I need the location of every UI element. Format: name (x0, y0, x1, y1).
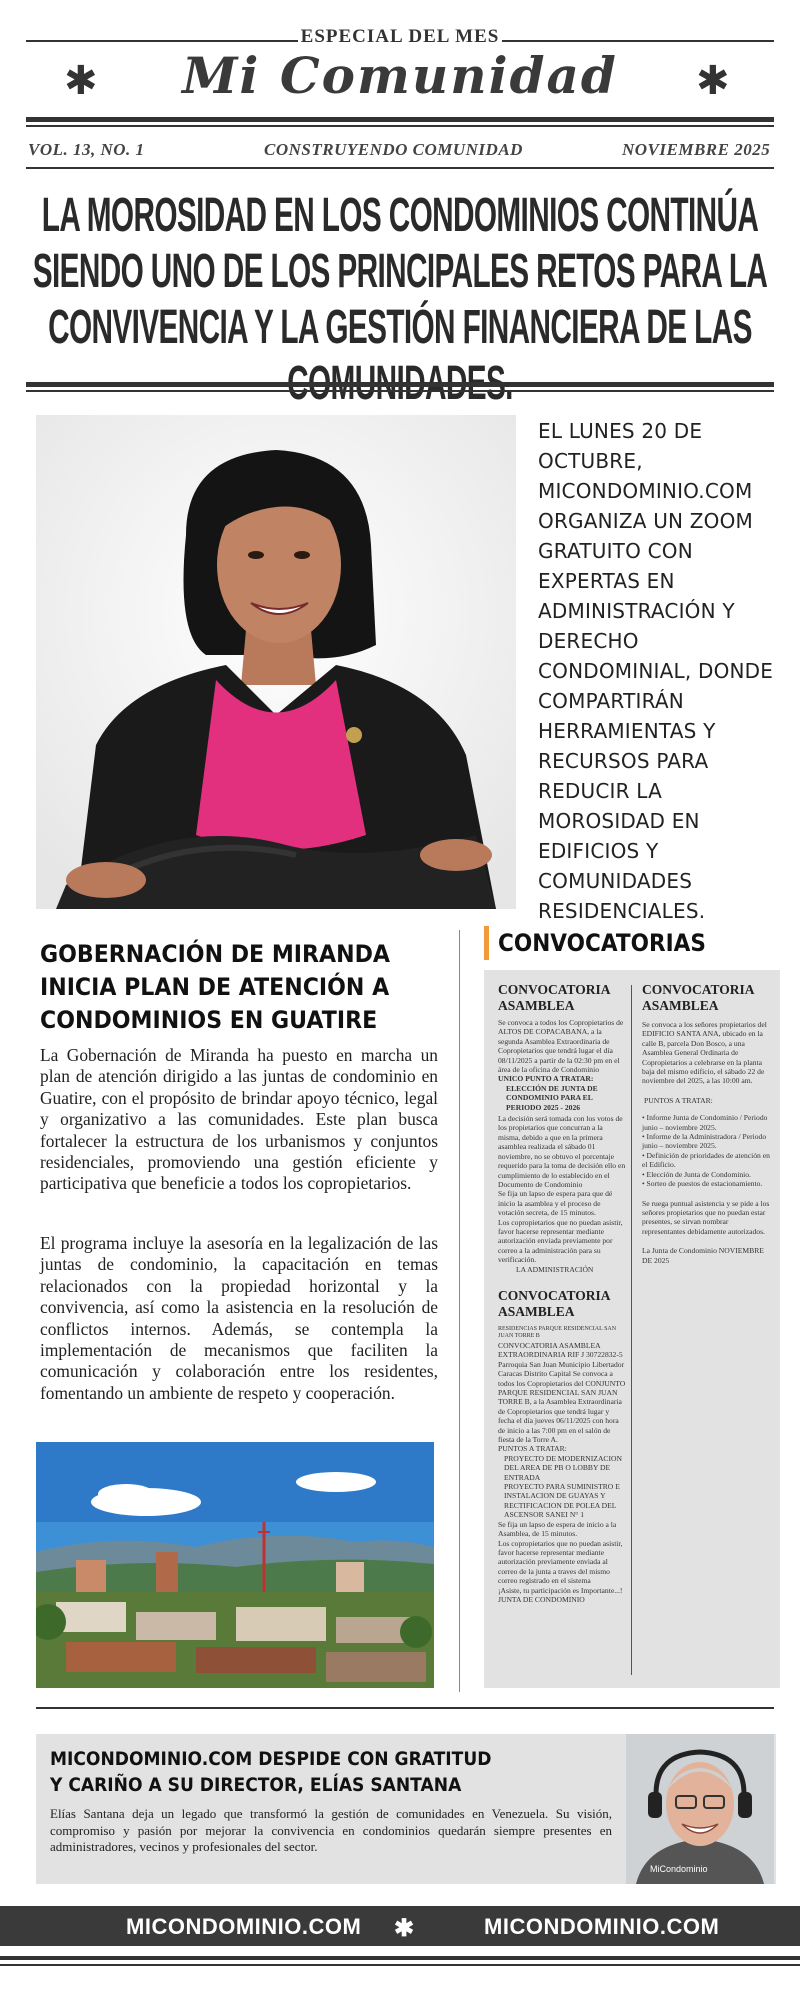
convocatoria-3-point-a: PROYECTO DE MODERNIZACION DEL AREA DE PB O LOBBY DE ENTRADA (504, 1453, 622, 1482)
convocatoria-1-text-2: La decisión será tomada con los votos de los propietarios que concurran a la misma, debido a que en la primera asamblea realizada el sábado 01 noviembre, no se obtuvo el porcentaje requerido para la toma de decisión ello en cumplimiento de lo establecido en el Documento de Condominio (498, 1114, 626, 1189)
headline-rule-bottom (26, 390, 774, 392)
column-divider (459, 930, 460, 1692)
convocatoria-1-text: Se convoca a todos los Copropietarios de ALTOS DE COPACABANA, a la segunda Asamblea Extraordinaria de Copropietarios que tendrá lugar el día 08/11/2025 a partir de la 02:30 pm en el área de la oficina de Condominio (498, 1018, 624, 1075)
convocatoria-3-text: CONVOCATORIA ASAMBLEA EXTRAORDINARIA RIF J 30722832-5 Parroquia San Juan Municipio Libertador Caracas Distrito Capital Se convoca a todos los Copropietarios del CONJUNTO PARQUE RESIDENCIAL SAN JUAN TORRE B, a la Asamblea Extraordinaria de Copropietarios que tendrá lugar y fecha el día jueves 06/11/2025 con hora de inicio a las 7:00 pm en el salón de fiesta de la Torre A. (498, 1340, 626, 1445)
convocatoria-3-title: CONVOCATORIA ASAMBLEA (498, 1287, 610, 1319)
convocatoria-1-title: CONVOCATORIA ASAMBLEA (498, 982, 610, 1013)
convocatorias-inner-divider (631, 985, 632, 1675)
convocatoria-2-points-list (642, 1113, 772, 1188)
farewell-rule (36, 1707, 774, 1709)
footer-star-icon: ✱ (394, 1915, 415, 1942)
headline-text: LA MOROSIDAD EN LOS CONDOMINIOS CONTINÚA SIENDO UNO DE LOS PRINCIPALES RETOS PARA LA CONVIVENCIA Y LA GESTIÓN FINANCIERA DE LAS (32, 189, 768, 354)
masthead-title: Mi Comunidad (182, 46, 618, 105)
headline-rule-top (26, 382, 774, 387)
director-illustration (626, 1734, 774, 1884)
issue-date: NOVIEMBRE 2025 (622, 140, 771, 159)
farewell-title-line-1: MICONDOMINIO.COM DESPIDE CON GRATITUD (50, 1748, 492, 1770)
masthead-star-right-icon: ✱ (696, 58, 730, 104)
portrait-photo (36, 415, 516, 909)
masthead-star-left-icon: ✱ (64, 58, 98, 104)
farewell-text: Elías Santana deja un legado que transformó la gestión de comunidades en Venezuela. Su visión, compromiso y pasión por mejorar la convivencia en condominios quedarán siempre presentes en administradores, vecinos y profesionales del sector. (50, 1806, 612, 1854)
tagline: CONSTRUYENDO COMUNIDAD (264, 140, 523, 159)
convocatoria-2-text-2: Se ruega puntual asistencia y se pide a los señores propietarios que no puedan estar presentes, se sirvan nombrar representantes debidamente autorizados. (642, 1198, 770, 1236)
footer-link-left[interactable]: MICONDOMINIO.COM (126, 1914, 362, 1939)
convocatoria-2-sign: La Junta de Condominio NOVIEMBRE DE 2025 (642, 1246, 764, 1265)
article-title: GOBERNACIÓN DE MIRANDA INICIA PLAN DE ATENCIÓN A CONDOMINIOS EN GUATIRE (40, 940, 391, 1034)
masthead-kicker: ESPECIAL DEL MES (300, 26, 500, 47)
farewell-photo-caption: MiCondominio (650, 1864, 708, 1874)
intro-paragraph: EL LUNES 20 DE OCTUBRE, MICONDOMINIO.COM ORGANIZA UN ZOOM GRATUITO CON EXPERTAS EN ADMINISTRACIÓN Y DERECHO CONDOMINIAL, DONDE COMPARTIRÁN HERRAMIENTAS Y RECURSOS PARA REDUCIR LA MOROSIDAD EN EDIFICIOS Y COMUNIDADES RESIDENCIALES. (538, 419, 774, 923)
convocatorias-title: CONVOCATORIAS (498, 929, 706, 957)
convocatoria-3-header: RESIDENCIAS PARQUE RESIDENCIAL SAN JUAN TORRE B (498, 1325, 617, 1340)
article-paragraph-2: El programa incluye la asesoría en la legalización de las juntas de condominio, la capacitación en temas relacionados con la propiedad horizontal y la convivencia, así como la asistencia en la resolución de conflictos internos. Además, se contempla la implementación de mecanismos que faciliten la comunicación y colaboración entre los residentes, fomentando un ambiente de respeto y cooperación. (40, 1233, 438, 1403)
headline (32, 188, 768, 412)
convocatoria-2-point: • Definición de prioridades de atención en el Edificio. (642, 1150, 770, 1170)
convocatoria-1-text-3: Se fija un lapso de espera para que dé inicio la asamblea y el proceso de votación secreta, de 15 minutos. (498, 1189, 613, 1218)
convocatoria-3-point-b: PROYECTO PARA SUMINISTRO E INSTALACION DE GUAYAS Y RECTIFICACION DE POLEA DEL ASCENSOR SANEI N° 1 (504, 1482, 620, 1520)
volume-label: VOL. 13, NO. 1 (28, 140, 145, 159)
footer-rule-2 (0, 1964, 800, 1966)
footer-rule-1 (0, 1956, 800, 1960)
city-illustration (36, 1442, 434, 1688)
meta-rule (26, 167, 774, 169)
convocatoria-2-title: CONVOCATORIA ASAMBLEA (642, 982, 754, 1013)
convocatoria-3-text-4: ¡Asiste, tu participación es Importante...! (498, 1585, 623, 1595)
convocatoria-1-point: ELECCIÓN DE JUNTA DE CONDOMINIO PARA EL PERIODO 2025 - 2026 (506, 1083, 598, 1112)
masthead-double-rule-bottom (26, 125, 774, 127)
portrait-illustration (36, 415, 516, 909)
footer-link-right[interactable]: MICONDOMINIO.COM (484, 1914, 720, 1939)
farewell-title-line-2: Y CARIÑO A SU DIRECTOR, ELÍAS SANTANA (50, 1774, 462, 1796)
convocatoria-2-points-label: PUNTOS A TRATAR: (644, 1095, 713, 1105)
farewell-photo (626, 1734, 774, 1884)
convocatoria-3-text-2: Se fija un lapso de espera de inicio a la Asamblea, de 15 minutos. (498, 1519, 617, 1539)
article-paragraph-1: La Gobernación de Miranda ha puesto en marcha un plan de atención dirigido a las juntas de condominio en Guatire, con el propósito de brindar apoyo técnico, legal y organizativo a las comunidades. Este plan busca fortalecer la estructura de los urbanismos y conjuntos residenciales, promoviendo una gestión eficiente y participativa que beneficie a todos los copropietarios. (40, 1045, 438, 1194)
convocatoria-col-1 (498, 982, 626, 1604)
convocatoria-2-text: Se convoca a los señores propietarios del EDIFICIO SANTA ANA, ubicado en la calle B, parcela Don Bosco, a una Asamblea General Ordinaria de Copropietarios a celebrarse en la planta baja del mismo edificio, el sábado 22 de noviembre del 2025, a las 10:00 am. (642, 1020, 767, 1086)
guatire-city-photo (36, 1442, 434, 1688)
convocatoria-1-text-4: Los copropietarios que no puedan asistir, favor hacerse representar mediante autorización enviada previamente por correo a la administración para su verificación. (498, 1217, 623, 1265)
convocatoria-2-point: • Sorteo de puestos de estacionamiento. (642, 1179, 763, 1189)
convocatoria-3-text-3: Los copropietarios que no puedan asistir, favor hacerse representar mediante autorización previamente enviada al correo de la junta a traves del mismo correo registrado en el sistema (498, 1538, 623, 1586)
convocatoria-col-2 (642, 982, 772, 1265)
convocatoria-2-point: • Informe de la Administradora / Periodo junio – noviembre 2025. (642, 1132, 767, 1151)
convocatoria-2-point: • Informe Junta de Condominio / Periodo junio – noviembre 2025. (642, 1113, 768, 1132)
convocatoria-1-sign: LA ADMINISTRACIÓN (516, 1264, 594, 1274)
convocatoria-2-point: • Elección de Junta de Condominio. (642, 1169, 751, 1179)
convocatoria-3-points-label: PUNTOS A TRATAR: (498, 1444, 567, 1454)
masthead-double-rule-top (26, 117, 774, 122)
convocatoria-1-point-label: UNICO PUNTO A TRATAR: (498, 1074, 594, 1084)
convocatorias-accent-bar (484, 926, 489, 960)
convocatoria-3-sign: JUNTA DE CONDOMINIO (498, 1594, 585, 1604)
